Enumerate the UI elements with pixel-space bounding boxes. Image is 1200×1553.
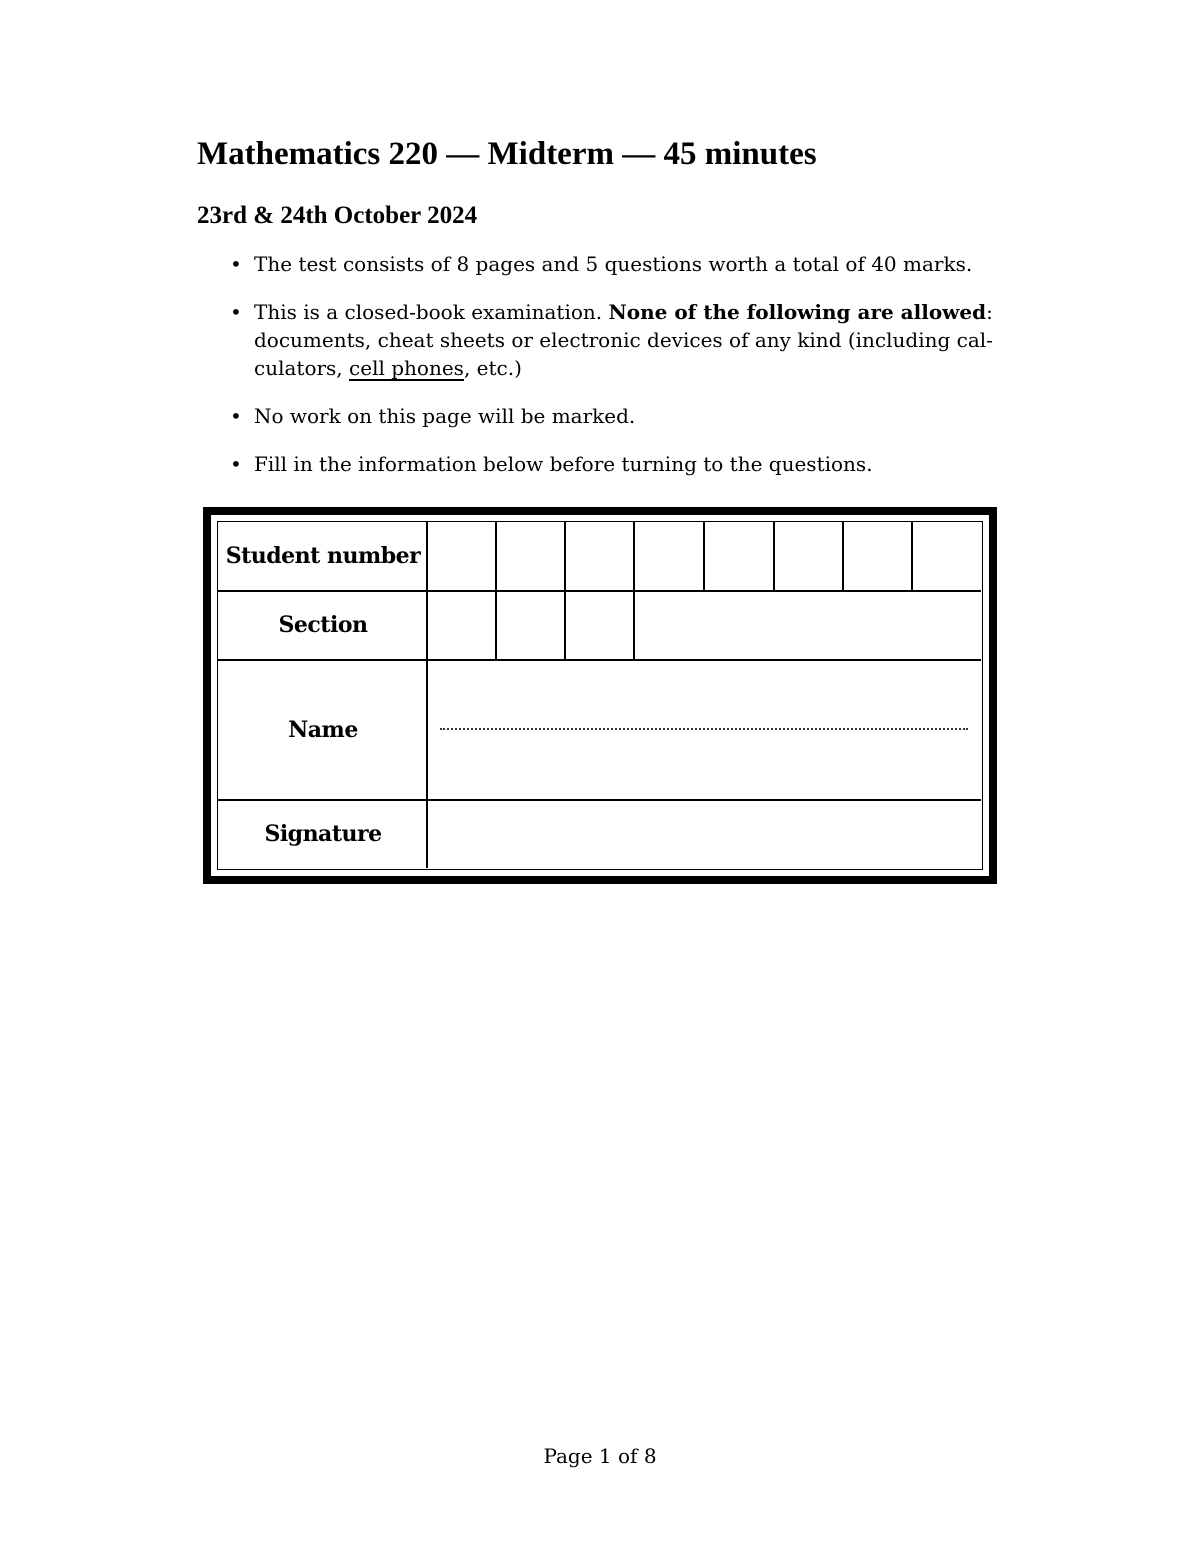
page-number: Page 1 of 8 <box>543 1444 657 1468</box>
student-number-digit-box[interactable] <box>912 522 981 590</box>
instruction-bold-text: None of the following are allowed <box>608 300 987 324</box>
instruction-line <box>254 298 1010 326</box>
instruction-text: • The test consists of 8 pages and 5 questions worth a total of 40 marks. <box>254 252 973 276</box>
signature-field[interactable] <box>427 800 981 868</box>
instruction-text: This is a closed-book examination. <box>254 300 609 324</box>
section-label: Section <box>278 612 368 638</box>
instruction-item <box>230 298 1010 382</box>
section-digit-box[interactable] <box>496 591 565 659</box>
exam-title: Mathematics 220 — Midterm — 45 minutes <box>197 136 817 172</box>
student-number-boxes <box>427 522 981 590</box>
instruction-text: • No work on this page will be marked. <box>254 404 636 428</box>
student-number-digit-box[interactable] <box>634 522 703 590</box>
instruction-item <box>230 450 1010 478</box>
student-number-digit-box[interactable] <box>704 522 773 590</box>
student-info-form <box>203 507 997 884</box>
section-digit-box[interactable] <box>565 591 634 659</box>
instruction-text: : <box>986 300 993 324</box>
instruction-text: documents, cheat sheets or electronic devices of any kind (including cal- <box>254 328 993 352</box>
student-number-digit-box[interactable] <box>427 522 496 590</box>
instructions-list <box>230 250 1010 498</box>
instruction-text: • Fill in the information below before turning to the questions. <box>254 452 873 476</box>
student-info-grid <box>217 521 983 870</box>
instruction-item <box>230 250 1010 278</box>
instruction-text: culators, <box>254 356 350 380</box>
digit-divider <box>633 591 635 659</box>
signature-label: Signature <box>264 821 382 847</box>
student-number-label: Student number <box>225 543 421 569</box>
student-number-digit-box[interactable] <box>565 522 634 590</box>
student-number-digit-box[interactable] <box>496 522 565 590</box>
instruction-item <box>230 402 1010 430</box>
exam-date: 23rd & 24th October 2024 <box>197 202 478 229</box>
section-boxes <box>427 591 981 659</box>
instruction-underlined-text: cell phones <box>349 356 464 380</box>
instruction-line <box>254 354 1010 382</box>
student-number-digit-box[interactable] <box>774 522 843 590</box>
student-number-digit-box[interactable] <box>843 522 912 590</box>
name-label: Name <box>288 716 358 743</box>
instruction-text: , etc.) <box>463 356 522 380</box>
section-digit-box[interactable] <box>427 591 496 659</box>
name-dotted-line <box>440 728 968 730</box>
